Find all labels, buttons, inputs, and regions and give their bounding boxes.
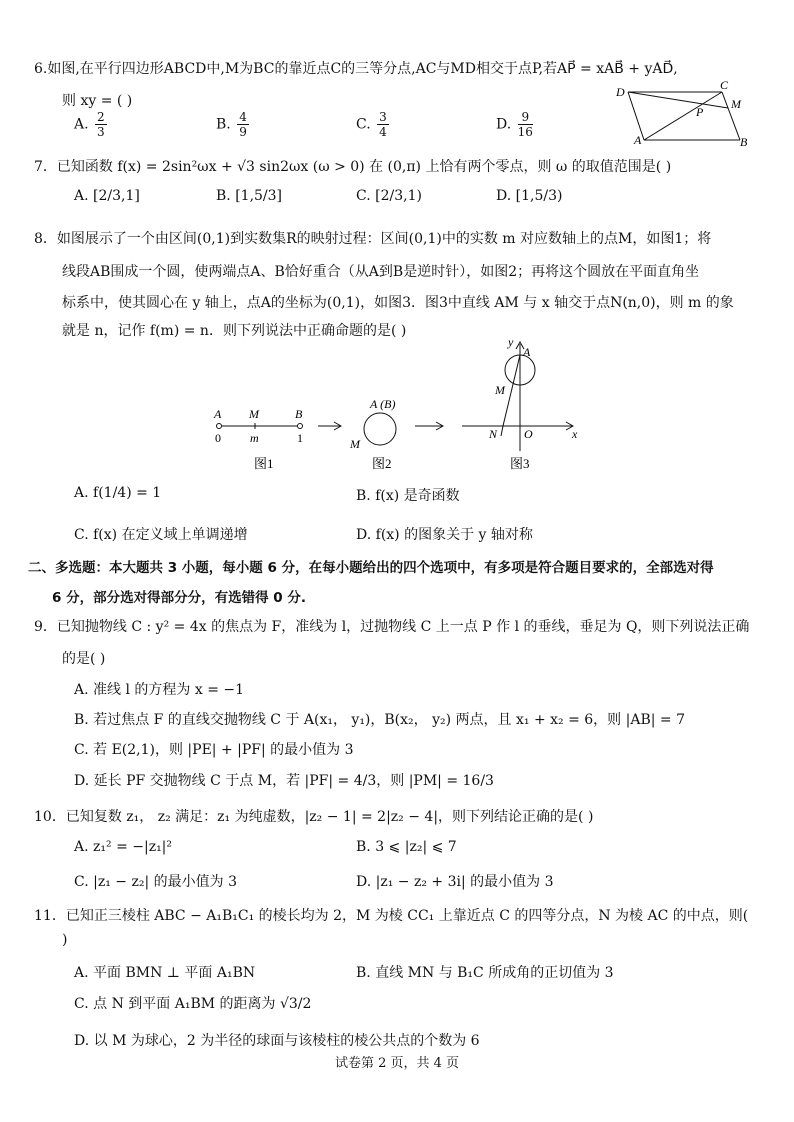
- q8-fig3-label-o: O: [524, 427, 533, 441]
- q8-fig2-caption: 图2: [372, 456, 392, 471]
- q9-option-b-text: 若过焦点 F 的直线交抛物线 C 于 A(x₁， y₁)，B(x₂， y₂) 两点，且 x₁ + x₂ = 6，则 |AB| = 7: [93, 712, 685, 728]
- q8-fig1-endpoint-b: [298, 424, 303, 429]
- q11-option-c-label: C.: [74, 996, 89, 1012]
- q7-option-a-label: A.: [74, 188, 89, 204]
- q6-option-d-frac: $\frac{9}{16}$: [517, 110, 533, 139]
- q11-option-c-text: 点 N 到平面 A₁BM 的距离为 √3/2: [93, 996, 312, 1012]
- q8-fig1-label-a: A: [214, 407, 222, 421]
- q6-option-c-frac: $\frac{3}{4}$: [379, 110, 387, 139]
- q7-option-c-text: [2/3,1): [375, 188, 422, 204]
- q8-fig1-label-1: 1: [297, 431, 303, 445]
- q6-label-a: A: [634, 133, 642, 147]
- q9-option-b[interactable]: [74, 709, 685, 729]
- q9-option-d-label: D.: [74, 773, 90, 789]
- q6-parallelogram-figure: [612, 80, 762, 150]
- q6-label-c: C: [720, 80, 729, 92]
- q7-stem: 7．已知函数 f(x) = 2sin²ωx + √3 sin2ωx (ω > 0) 在 (0,π) 上恰有两个零点，则 ω 的取值范围是( ): [34, 159, 672, 175]
- q10-option-d[interactable]: [356, 871, 554, 891]
- q6-option-b-frac: $\frac{4}{9}$: [239, 110, 247, 139]
- q10-option-a-label: A.: [74, 839, 89, 855]
- q6-option-a[interactable]: [74, 110, 109, 139]
- q9-option-a-text: 准线 l 的方程为 x = −1: [93, 682, 245, 698]
- q9-stem-line-2: 的是( ): [62, 651, 106, 667]
- q9-option-a-label: A.: [74, 682, 89, 698]
- section2-header-line-2: 6 分，部分选对得部分分，有选错得 0 分.: [52, 590, 307, 606]
- q11-option-b-text: 直线 MN 与 B₁C 所成角的正切值为 3: [375, 965, 614, 981]
- q9-option-c[interactable]: [74, 739, 354, 759]
- q9-option-c-text: 若 E(2,1)，则 |PE| + |PF| 的最小值为 3: [93, 742, 354, 758]
- q11-option-d[interactable]: [74, 1030, 480, 1050]
- q10-stem: 10．已知复数 z₁， z₂ 满足：z₁ 为纯虚数，|z₂ − 1| = 2|z₂ − 4|，则下列结论正确的是( ): [34, 809, 594, 825]
- q8-fig2-label-m: M: [350, 437, 360, 451]
- q7-option-c[interactable]: [356, 188, 422, 204]
- q8-option-c-label: C.: [74, 527, 89, 543]
- q10-option-c-text: |z₁ − z₂| 的最小值为 3: [93, 874, 237, 890]
- q6-label-b: B: [740, 135, 748, 149]
- q10-option-b[interactable]: [356, 839, 457, 855]
- q8-stem-line-1: 8．如图展示了一个由区间(0,1)到实数集R的映射过程：区间(0,1)中的实数 m 对应数轴上的点M，如图1；将: [34, 231, 712, 247]
- q8-option-d-text: f(x) 的图象关于 y 轴对称: [375, 527, 533, 543]
- q10-option-b-label: B.: [356, 839, 371, 855]
- q10-option-a-text: z₁² = −|z₁|²: [93, 839, 173, 855]
- q8-figures: [200, 336, 600, 476]
- page-footer: 试卷第 2 页，共 4 页: [334, 1056, 460, 1071]
- q8-stem-line-2: 线段AB围成一个圆，使两端点A、B恰好重合（从A到B是逆时针），如图2；再将这个圆放在平面直角坐: [62, 264, 700, 280]
- q11-option-a[interactable]: [74, 962, 255, 982]
- section2-header-line-1: 二、多选题：本大题共 3 小题，每小题 6 分，在每小题给出的四个选项中，有多项是符合题目要求的，全部选对得: [28, 560, 714, 576]
- q8-option-c-text: f(x) 在定义域上单调递增: [93, 527, 248, 543]
- q8-fig1-label-m-value: m: [250, 431, 259, 445]
- q8-option-b-label: B.: [356, 488, 371, 504]
- q6-option-c[interactable]: [356, 110, 391, 139]
- q11-option-b[interactable]: [356, 962, 614, 982]
- q8-option-d-label: D.: [356, 527, 372, 543]
- q6-option-a-label: A.: [74, 116, 89, 133]
- q8-fig1-label-m: M: [249, 407, 259, 421]
- q7-option-a-text: [2/3,1]: [93, 188, 140, 204]
- q9-stem-line-1: 9．已知抛物线 C : y² = 4x 的焦点为 F，准线为 l，过抛物线 C 上一点 P 作 l 的垂线，垂足为 Q，则下列说法正确: [34, 619, 750, 635]
- q11-stem-line-2: ): [62, 932, 68, 948]
- q8-stem-line-4: 就是 n，记作 f(m) = n．则下列说法中正确命题的是( ): [62, 323, 407, 339]
- q8-option-a[interactable]: [74, 485, 161, 501]
- q8-fig3-caption: 图3: [510, 456, 530, 471]
- q6-option-c-label: C.: [356, 116, 371, 133]
- q8-option-a-label: A.: [74, 485, 89, 501]
- q8-fig3-label-m: M: [495, 383, 505, 397]
- q7-option-c-label: C.: [356, 188, 371, 204]
- q8-fig3-label-x: x: [572, 427, 578, 441]
- q11-option-d-label: D.: [74, 1033, 90, 1049]
- q6-label-p: P: [696, 105, 704, 119]
- q11-option-a-text: 平面 BMN ⊥ 平面 A₁BN: [93, 965, 256, 981]
- q6-diagonal-ac: [644, 92, 722, 140]
- q8-fig2-circle: [364, 413, 396, 445]
- q9-option-b-label: B.: [74, 712, 89, 728]
- q8-fig3-label-a: A: [523, 345, 531, 359]
- q6-segment-dm: [628, 92, 728, 108]
- q10-option-b-text: 3 ⩽ |z₂| ⩽ 7: [375, 839, 457, 855]
- q8-option-b-text: f(x) 是奇函数: [375, 488, 460, 504]
- q11-stem-line-1: 11．已知正三棱柱 ABC − A₁B₁C₁ 的棱长均为 2，M 为棱 CC₁ 上靠近点 C 的四等分点，N 为棱 AC 的中点，则(: [34, 908, 749, 924]
- q8-fig1-label-b: B: [295, 407, 303, 421]
- q10-option-c-label: C.: [74, 874, 89, 890]
- q6-option-d-label: D.: [496, 116, 512, 133]
- q6-label-m: M: [731, 97, 741, 111]
- q11-option-d-text: 以 M 为球心，2 为半径的球面与该棱柱的棱公共点的个数为 6: [93, 1033, 480, 1049]
- q8-option-b[interactable]: [356, 485, 460, 505]
- q8-stem-line-3: 标系中，使其圆心在 y 轴上，点A的坐标为(0,1)，如图3．图3中直线 AM 与 x 轴交于点N(n,0)，则 m 的象: [62, 295, 734, 311]
- q7-option-d-text: [1,5/3): [515, 188, 563, 204]
- q9-option-c-label: C.: [74, 742, 89, 758]
- q10-option-d-label: D.: [356, 874, 372, 890]
- q8-fig1-label-0: 0: [215, 431, 221, 445]
- q6-option-a-frac: $\frac{2}{3}$: [97, 110, 105, 139]
- q6-stem-2: 则 xy = ( ): [62, 93, 133, 109]
- q10-option-c[interactable]: [74, 871, 237, 891]
- q10-option-a[interactable]: [74, 839, 172, 855]
- q7-option-d-label: D.: [496, 188, 512, 204]
- q6-stem: 6.如图,在平行四边形ABCD中,M为BC的靠近点C的三等分点,AC与MD相交于点P,若AP⃗ = xAB⃗ + yAD⃗,: [34, 61, 678, 77]
- q8-fig2-label-ab: A (B): [370, 397, 396, 411]
- q10-option-d-text: |z₁ − z₂ + 3i| 的最小值为 3: [375, 874, 554, 890]
- q8-fig1-endpoint-a: [217, 424, 222, 429]
- q9-option-a[interactable]: [74, 679, 244, 699]
- q9-option-d-text: 延长 PF 交抛物线 C 于点 M，若 |PF| = 4/3，则 |PM| = 16/3: [93, 773, 494, 789]
- q7-option-a[interactable]: [74, 188, 140, 204]
- q7-option-d[interactable]: [496, 188, 562, 204]
- q11-option-b-label: B.: [356, 965, 371, 981]
- q8-fig3-label-n: N: [489, 427, 498, 441]
- q8-fig3-line-ext: [501, 426, 503, 436]
- q8-fig1-caption: 图1: [254, 456, 274, 471]
- q6-option-d[interactable]: [496, 110, 535, 139]
- q7-option-b[interactable]: [216, 188, 282, 204]
- q9-option-d[interactable]: [74, 770, 494, 790]
- q8-option-d[interactable]: [356, 524, 533, 544]
- q11-option-c[interactable]: [74, 993, 311, 1013]
- q6-option-b[interactable]: [216, 110, 251, 139]
- q11-option-a-label: A.: [74, 965, 89, 981]
- q8-option-a-text: f(1/4) = 1: [93, 485, 162, 501]
- q6-option-b-label: B.: [216, 116, 231, 133]
- q6-label-d: D: [616, 85, 625, 99]
- q8-option-c[interactable]: [74, 524, 248, 544]
- q7-option-b-text: [1,5/3]: [235, 188, 283, 204]
- q7-option-b-label: B.: [216, 188, 231, 204]
- q8-fig3-label-y: y: [508, 336, 514, 349]
